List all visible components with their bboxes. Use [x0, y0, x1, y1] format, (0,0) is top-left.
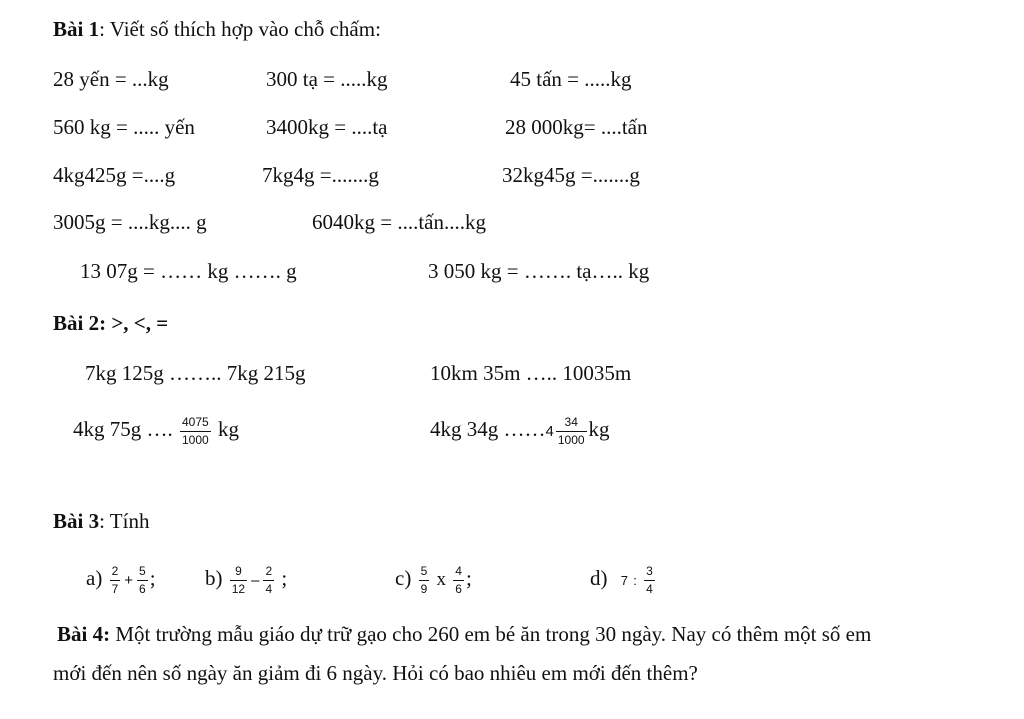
fraction: [453, 565, 464, 596]
fraction-numerator: 5: [137, 565, 148, 581]
bai4-line1: [57, 621, 871, 647]
bai1-heading: [53, 16, 381, 42]
fraction: [556, 416, 587, 447]
bai3-item-c: [395, 556, 472, 602]
fraction-numerator: 2: [263, 565, 274, 581]
fraction-denominator: 9: [420, 581, 428, 596]
bai3-item-b: [205, 556, 287, 603]
operator: +: [124, 572, 134, 589]
fraction-denominator: 6: [455, 581, 462, 596]
bai2-suffix: kg: [588, 417, 610, 441]
fraction: [180, 416, 211, 447]
fraction-numerator: 4075: [180, 416, 211, 432]
fraction-denominator: 4: [646, 581, 653, 596]
fraction-numerator: 4: [453, 565, 464, 581]
bai4-label: Bài 4:: [57, 622, 111, 646]
bai1-label: Bài 1: [53, 17, 100, 41]
bai2-suffix: kg: [217, 417, 239, 441]
bai3-label: Bài 3: [53, 509, 100, 533]
item-label: a): [86, 566, 103, 590]
bai2-item: 10km 35m ….. 10035m: [430, 361, 632, 385]
fraction: [419, 565, 430, 596]
fraction-numerator: 3: [644, 565, 655, 581]
fraction-numerator: 5: [419, 565, 430, 581]
whole-number: 7: [620, 573, 628, 588]
bai1-item: 7kg4g =.......g: [262, 163, 379, 187]
fraction-numerator: 34: [556, 416, 587, 432]
bai4-line2: mới đến nên số ngày ăn giảm đi 6 ngày. Hỏi có bao nhiêu em mới đến thêm?: [53, 661, 698, 685]
terminator: ;: [149, 566, 156, 590]
fraction: [137, 565, 148, 596]
fraction-denominator: 1000: [182, 432, 209, 447]
terminator: ;: [281, 566, 288, 590]
bai2-item-fraction: [73, 407, 239, 451]
bai4-text-1: Một trường mẫu giáo dự trữ gạo cho 260 em bé ăn trong 30 ngày. Nay có thêm một số em: [110, 622, 872, 646]
bai1-item: 13 07g = …… kg ……. g: [80, 259, 297, 283]
bai3-item-d: [590, 556, 657, 603]
bai3-title: : Tính: [99, 509, 150, 533]
fraction-numerator: 9: [230, 565, 247, 581]
bai2-heading: Bài 2: >, <, =: [53, 311, 169, 335]
bai1-item: 3400kg = ....tạ: [266, 115, 388, 139]
fraction-denominator: 12: [231, 581, 246, 596]
mixed-whole: 4: [545, 423, 554, 440]
bai1-item: 45 tấn = .....kg: [510, 67, 632, 91]
terminator: ;: [465, 566, 472, 590]
bai2-prefix: 4kg 34g ……: [430, 417, 546, 441]
fraction: [263, 565, 274, 596]
bai2-item: 7kg 125g …….. 7kg 215g: [85, 361, 306, 385]
fraction-denominator: 4: [265, 581, 273, 596]
bai3-item-a: [86, 556, 156, 603]
bai1-item: 4kg425g =....g: [53, 163, 176, 187]
bai1-item: 3005g = ....kg.... g: [53, 210, 207, 234]
fraction: [230, 565, 247, 596]
fraction: [110, 565, 121, 596]
bai2-prefix: 4kg 75g ….: [73, 417, 173, 441]
bai2-item-mixed: [430, 407, 610, 454]
item-label: d): [590, 566, 608, 590]
fraction-denominator: 7: [111, 581, 119, 596]
bai1-item: 3 050 kg = ……. tạ….. kg: [428, 259, 650, 283]
fraction: [644, 565, 655, 596]
bai1-item: 28 yến = ...kg: [53, 67, 169, 91]
operator: :: [633, 573, 637, 588]
fraction-numerator: 2: [110, 565, 121, 581]
item-label: c): [395, 566, 412, 590]
operator: –: [251, 572, 260, 589]
fraction-denominator: 6: [139, 581, 146, 596]
operator: x: [436, 569, 447, 590]
bai3-heading: [53, 508, 149, 534]
bai1-item: 300 tạ = .....kg: [266, 67, 388, 91]
bai1-item: 6040kg = ....tấn....kg: [312, 210, 486, 234]
bai1-item: 560 kg = ..... yến: [53, 115, 195, 139]
bai1-title: : Viết số thích hợp vào chỗ chấm:: [99, 17, 381, 41]
item-label: b): [205, 566, 223, 590]
bai1-item: 28 000kg= ....tấn: [505, 115, 648, 139]
bai1-item: 32kg45g =.......g: [502, 163, 640, 187]
fraction-denominator: 1000: [557, 432, 585, 447]
